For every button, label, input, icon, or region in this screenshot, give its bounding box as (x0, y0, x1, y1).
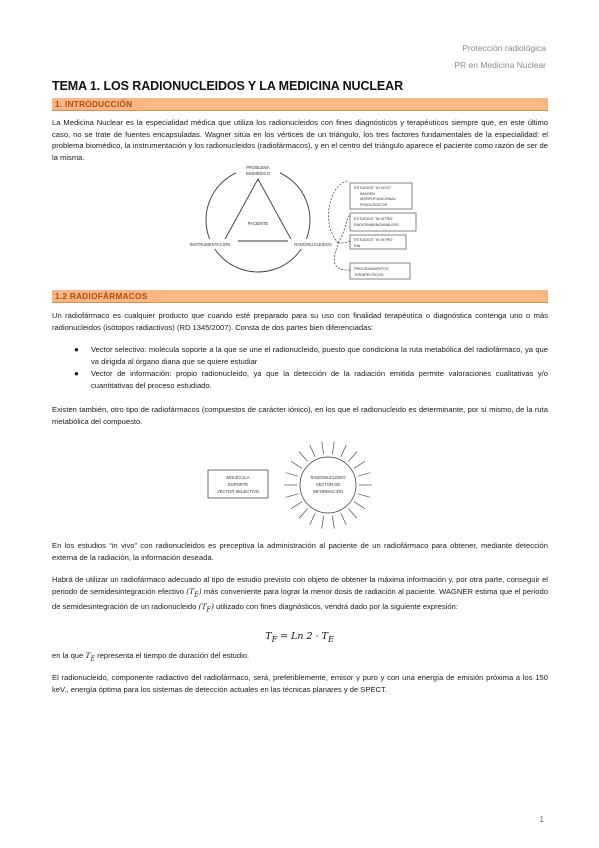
te2-sub: E (90, 655, 96, 663)
wagner-triangle-diagram (170, 163, 430, 285)
radiofarmacos-paragraph-5 (52, 650, 548, 665)
formula-rhs-sub: E (327, 634, 334, 644)
sun-ray (354, 461, 365, 468)
radiofarmaco-diagram (200, 432, 380, 542)
sun-ray (299, 452, 308, 462)
tf-sub: F (206, 606, 211, 614)
sun-ray (291, 461, 302, 468)
sun-ray (348, 452, 357, 462)
sun-ray (341, 445, 346, 457)
sun-ray (332, 516, 334, 529)
formula-tf (0, 631, 599, 644)
bullet-vector-selectivo (74, 344, 548, 367)
te2-symbol: T (85, 651, 91, 660)
bullet-dot: ● (74, 369, 79, 378)
box-line3: VECTOR SELECTIVO (216, 489, 260, 494)
symbol-te-2 (85, 651, 96, 663)
box2-line2: RADIOINMUNOANÁLISIS (354, 223, 399, 227)
sun-ray (358, 473, 370, 477)
sun-ray (358, 494, 370, 498)
diagram-label-paciente: PACIENTE (247, 221, 269, 226)
sun-ray (322, 441, 324, 454)
p4-text-b: más conveniente para lograr la menor dosis de radiación al paciente. WAGNER estima que el periodo de semidesintegración de un radionucleido (52, 586, 548, 611)
box3-line2: RIA (354, 244, 361, 248)
box2-line1: ESTUDIOS "IN VITRO" (354, 217, 394, 221)
sun-ray (310, 445, 315, 457)
sun-line3: INFORMACIÓN (313, 489, 343, 494)
bullet-text: Vector selectivo: molécula soporte a la que se une el radionucleido, puesto que condiciona la ruta metabólica del radiofármaco, ya que va dirigida al órgano diana que se quiere estudiar (91, 345, 548, 366)
te-sub: E (194, 591, 199, 599)
symbol-te (186, 586, 202, 599)
radiofarmacos-paragraph-3: En los estudios “in vivo” con radionucleidos es preceptiva la administración al paciente de un radiofármaco para obtener, mediante detección externa de la radiación, la información deseada. (52, 541, 548, 562)
formula-lhs-sub: F (271, 634, 278, 644)
box-line1: MOLÉCULA (226, 475, 250, 480)
bullet-vector-informacion (74, 368, 548, 391)
p5-text-a: en la que (52, 651, 86, 660)
radiofarmacos-paragraph-1: Un radiofármaco es cualquier producto que cuando esté preparado para su uso con finalidad terapéutica o diagnóstica contenga uno o más radionucleidos (isótopos radiactivos) (RD 1345/2007). Consta de dos partes bien diferenciadas: (52, 311, 548, 332)
intro-paragraph: La Medicina Nuclear es la especialidad médica que utiliza los radionucleidos con fines diagnósticos y terapéuticos siempre que, en este último caso, no se trate de fuentes encapsuladas. Wagner sitúa en los vértices de un triángulo, los tres factores fundamentales de la especialidad: el problema biomédico, la instrumentación y los radionucleidos (radiofármacos), y en el centro del triángulo aparece el paciente como razón de ser de la misma. (52, 118, 548, 162)
diagram-label-biomedico: BIOMÉDICO (246, 171, 270, 176)
radiofarmacos-paragraph-6: El radionucleido, componente radiactivo del radiofármaco, será, preferiblemente, emisor γ puro y con una energía de emisión próxima a los 150 keV., energía óptima para los sistemas de detección actuales en las técnicas planares y de SPECT. (52, 673, 548, 694)
box-line2: SOPORTE (227, 482, 249, 487)
sun-ray (322, 516, 324, 529)
diagram-box-in-vivo (350, 183, 412, 209)
diagram-label-radionucleidos: RADIONUCLEIDOS (294, 242, 332, 247)
box3-line1: ESTUDIOS "IN VITRO" (354, 238, 394, 242)
header-course: PR en Medicina Nuclear (454, 60, 546, 70)
section-heading-introduccion: 1. INTRODUCCIÓN (52, 98, 548, 111)
bullet-text: Vector de información: propio radionucleido, ya que la detección de la radiación emitida permite valoraciones cualitativas y/o cuantitativas del proceso estudiado. (91, 369, 548, 390)
diagram-box-in-vitro-2 (350, 235, 406, 249)
formula-mid: = Ln 2 · T (277, 631, 328, 642)
p4-text-a: Habrá de utilizar un radiofármaco adecuado al tipo de estudio previsto con objeto de obtener la máxima información y, por otra parte, conseguir el periodo de semidesintegración efectivo (52, 575, 548, 596)
box4-line2: TERAPÉUTICOS (354, 273, 384, 277)
sun-ray (299, 508, 308, 518)
sun-line1: RADIONUCLEIDO (310, 475, 346, 480)
diagram-box-in-vitro-1 (350, 213, 416, 231)
radiofarmacos-paragraph-4 (52, 574, 548, 616)
p4-text-c: utilizado con fines diagnósticos, vendrá dado por la siguiente expresión: (213, 601, 458, 611)
page-number: 1 (539, 815, 544, 824)
box1-line1: ESTUDIOS "IN VIVO" (354, 186, 392, 190)
diagram-label-instrumentacion: INSTRUMENTACIÓN (189, 242, 231, 247)
formula-lhs: T (265, 631, 272, 642)
header-subject: Protección radiológica (462, 43, 546, 53)
sun-ray (341, 513, 346, 525)
sun-line2: VECTOR DE (315, 482, 341, 487)
sun-ray (286, 473, 298, 477)
tf-close: ) (210, 601, 214, 611)
section-heading-radiofarmacos: 1.2 RADIOFÁRMACOS (52, 290, 548, 303)
page-title: TEMA 1. LOS RADIONUCLEIDOS Y LA MEDICINA NUCLEAR (52, 79, 404, 93)
sun-ray (354, 502, 365, 509)
diagram-label-problema: PROBLEMA (246, 165, 270, 170)
sun-ray (291, 502, 302, 509)
sun-ray (332, 441, 334, 454)
symbol-tf (198, 601, 214, 614)
sun-ray (286, 494, 298, 498)
tf-symbol: (T (198, 601, 207, 611)
sun-ray (310, 513, 315, 525)
p5-text-b: representa el tiempo de duración del estudio. (95, 651, 250, 660)
bullet-dot: ● (74, 345, 79, 354)
te-symbol: (T (186, 586, 195, 596)
radiofarmacos-paragraph-2: Existen también, otro tipo de radiofármacos (compuestos de carácter iónico), en los que el radionucleido es determinante, por sí mismo, de la ruta metabólica del compuesto. (52, 405, 548, 426)
box4-line1: PROCEDIMIENTOS (354, 267, 389, 271)
diagram-box-terapeuticos (350, 263, 410, 279)
box1-line4: FISIOLÓGICOS (360, 203, 388, 207)
sun-ray (348, 508, 357, 518)
box1-line3: MORFOFUNCIONAL (360, 197, 397, 201)
box1-line2: IMAGEN (360, 192, 375, 196)
te-close: ) (198, 586, 202, 596)
